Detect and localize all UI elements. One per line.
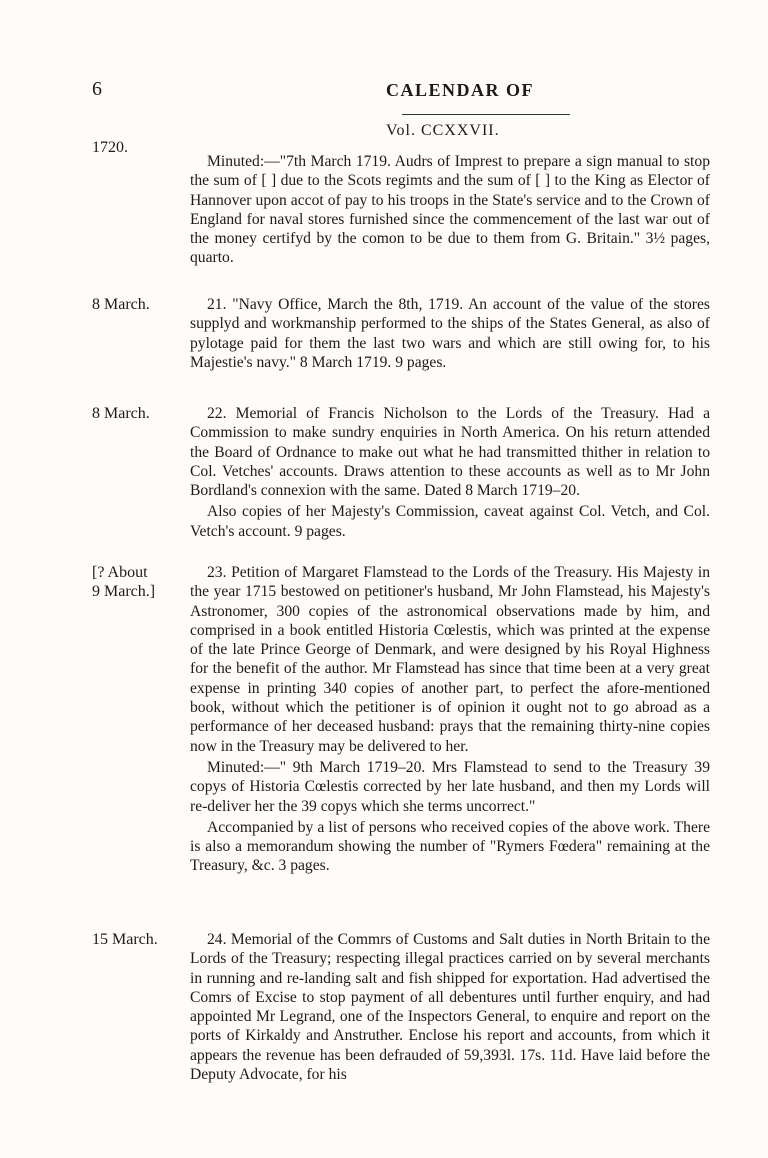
header-rule xyxy=(402,114,570,115)
entry-text xyxy=(190,295,710,372)
entry-text xyxy=(190,404,710,541)
entry-date-continued: 9 March.] xyxy=(92,583,156,600)
entry-date: [? About xyxy=(92,564,148,581)
entry-paragraph: 21. "Navy Office, March the 8th, 1719. An account of the value of the stores supplyd and workmanship performed to the ships of the States General, as also of pylotage paid for them the last two wars and which are still owing for, to his Majestie's navy." 8 March 1719. 9 pages. xyxy=(190,296,710,371)
entry-paragraph: Also copies of her Majesty's Commission, caveat against Col. Vetch, and Col. Vetch's account. 9 pages. xyxy=(190,503,710,540)
entry-text xyxy=(190,152,710,268)
running-head: CALENDAR OF xyxy=(386,80,535,100)
volume-heading: Vol. CCXXVII. xyxy=(386,122,500,139)
year-label: 1720. xyxy=(92,139,128,156)
entry-paragraph: 22. Memorial of Francis Nicholson to the Lords of the Treasury. Had a Commission to make sundry enquiries in North America. On his return attended the Board of Ordnance to make out what he had transmitted thither in relation to Col. Vetches' accounts. Draws attention to these accounts as well as to Mr John Bordland's connexion with the same. Dated 8 March 1719–20. xyxy=(190,405,710,500)
page-number: 6 xyxy=(92,78,102,100)
entry-paragraph: Accompanied by a list of persons who received copies of the above work. There is also a memorandum showing the number of "Rymers Fœdera" remaining at the Treasury, &c. 3 pages. xyxy=(190,818,710,875)
entry-date: 8 March. xyxy=(92,296,150,313)
entry-paragraph: 23. Petition of Margaret Flamstead to the Lords of the Treasury. His Majesty in the year 1715 bestowed on petitioner's husband, Mr John Flamstead, his Majesty's Astronomer, 300 copies of the astronomical observations made by him, and comprised in a book entitled Historia Cœlestis, which was printed at the expense of the late Prince George of Denmark, and were designed by his Royal Highness for the benefit of the author. Mr Flamstead has since that time been at a very great expense in printing 340 copies of another part, to perfect the afore-mentioned book, without which the petitioner is of opinion it ought not to go abroad as a performance of her deceased husband: prays that the remaining thirty-nine copies now in the Treasury may be delivered to her. xyxy=(190,564,710,755)
entry-paragraph: 24. Memorial of the Commrs of Customs and Salt duties in North Britain to the Lords of the Treasury; respecting illegal practices carried on by several merchants in running and re-landing salt and fish shipped for exportation. Had advertised the Comrs of Excise to stop payment of all debentures until further enquiry, and had appointed Mr Legrand, one of the Inspectors General, to enquire and report on the ports of Kirkaldy and Anstruther. Enclose his report and accounts, from which it appears the revenue has been defrauded of 59,393l. 17s. 11d. Have laid before the Deputy Advocate, for his xyxy=(190,931,710,1084)
entry-paragraph: Minuted:—" 9th March 1719–20. Mrs Flamstead to send to the Treasury 39 copys of Historia Cœlestis corrected by her late husband, and then my Lords will re-deliver her the 39 copys which she terms uncorrect." xyxy=(190,758,710,815)
entry-text xyxy=(190,930,710,1084)
entry-date: 8 March. xyxy=(92,405,150,422)
entry-text xyxy=(190,563,710,876)
entry-date: 15 March. xyxy=(92,931,158,948)
entry-paragraph: Minuted:—"7th March 1719. Audrs of Imprest to prepare a sign manual to stop the sum of [ ] due to the Scots regimts and the sum of [ ] to the King as Elector of Hannover upon accot of pay to his troops in the State's service and to the Crown of England for naval stores furnished since the commencement of the last war out of the money certifyd by the comon to be due to them from G. Britain." 3½ pages, quarto. xyxy=(190,153,710,267)
